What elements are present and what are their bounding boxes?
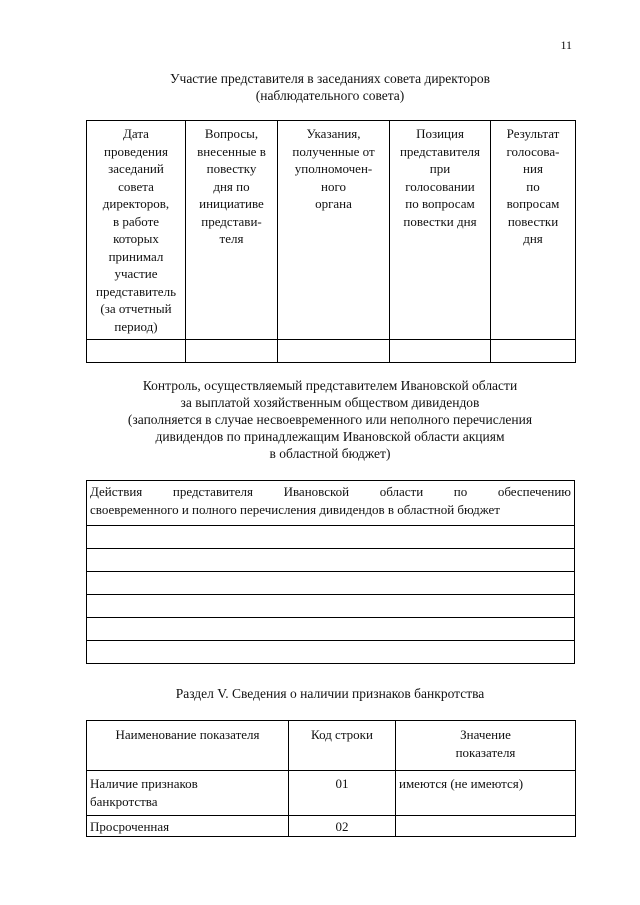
- table-row: [87, 526, 575, 549]
- table-cell[interactable]: [87, 340, 186, 363]
- table-cell[interactable]: [186, 340, 278, 363]
- section2-title: [86, 377, 574, 462]
- table-row: [87, 816, 576, 837]
- header-line1: Действия представителя Ивановской области по обеспечению: [90, 484, 571, 499]
- indicator-name: Наличие признаков банкротства: [87, 771, 289, 816]
- table-row: [87, 771, 576, 816]
- section2-title-line: за выплатой хозяйственным обществом дивидендов: [180, 395, 480, 410]
- table-cell[interactable]: [87, 526, 575, 549]
- table-cell[interactable]: [87, 641, 575, 664]
- section2-title-line: (заполняется в случае несвоевременного или неполного перечисления: [127, 412, 533, 427]
- table-row: [87, 572, 575, 595]
- section1-title-line1: Участие представителя в заседаниях совета директоров: [169, 71, 491, 86]
- column-header-position: Позиция представителя при голосовании по вопросам повестки дня: [390, 121, 491, 340]
- table-header-row: [87, 481, 575, 526]
- row-code: 01: [289, 771, 396, 816]
- table-cell[interactable]: [278, 340, 390, 363]
- dividends-control-table: [86, 480, 575, 664]
- header-line2: своевременного и полного перечисления дивидендов в областной бюджет: [90, 501, 500, 517]
- section1-title: [86, 70, 574, 104]
- row-code: 02: [289, 816, 396, 837]
- section3-title: Раздел V. Сведения о наличии признаков банкротства: [175, 686, 485, 701]
- table-row: [87, 618, 575, 641]
- table-row: [87, 549, 575, 572]
- column-header-questions: Вопросы, внесенные в повестку дня по инициативе представи- теля: [186, 121, 278, 340]
- section1-title-line2: (наблюдательного совета): [255, 88, 405, 103]
- board-meetings-table: [86, 120, 576, 363]
- bankruptcy-indicators-table: [86, 720, 576, 837]
- table-row: [87, 340, 576, 363]
- column-header-indicator: Наименование показателя: [87, 721, 289, 771]
- column-header-date: Дата проведения заседаний совета директоров, в работе которых принимал участие представитель (за отчетный период): [87, 121, 186, 340]
- dividends-actions-header: [87, 481, 575, 526]
- column-header-code: Код строки: [289, 721, 396, 771]
- table-cell[interactable]: [87, 572, 575, 595]
- table-row: [87, 641, 575, 664]
- column-header-result: Результат голосова- ния по вопросам повестки дня: [491, 121, 576, 340]
- indicator-value[interactable]: имеются (не имеются): [396, 771, 576, 816]
- column-header-value: Значение показателя: [396, 721, 576, 771]
- column-header-instructions: Указания, полученные от уполномочен- ного органа: [278, 121, 390, 340]
- table-cell[interactable]: [491, 340, 576, 363]
- section2-title-line: Контроль, осуществляемый представителем Ивановской области: [142, 378, 518, 393]
- section2-title-line: дивидендов по принадлежащим Ивановской области акциям: [155, 429, 505, 444]
- indicator-name: Просроченная: [87, 816, 289, 837]
- table-cell[interactable]: [87, 595, 575, 618]
- table-header-row: [87, 121, 576, 340]
- table-cell[interactable]: [87, 549, 575, 572]
- page-number: 11: [560, 38, 572, 52]
- table-cell[interactable]: [87, 618, 575, 641]
- table-row: [87, 595, 575, 618]
- table-header-row: [87, 721, 576, 771]
- table-cell[interactable]: [390, 340, 491, 363]
- section2-title-line: в областной бюджет): [269, 446, 391, 461]
- indicator-value[interactable]: [396, 816, 576, 837]
